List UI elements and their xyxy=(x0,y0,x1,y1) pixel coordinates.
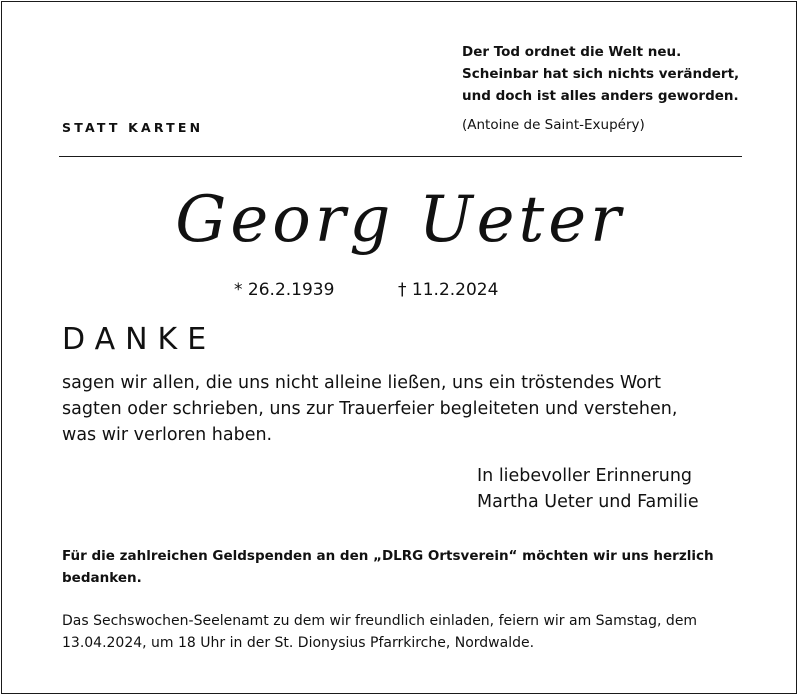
quote-line: und doch ist alles anders geworden. xyxy=(462,88,739,104)
death-date: † 11.2.2024 xyxy=(398,280,499,300)
family-name: Martha Ueter und Familie xyxy=(477,492,699,512)
statt-karten-label: STATT KARTEN xyxy=(62,120,204,135)
quote-line: Scheinbar hat sich nichts verändert, xyxy=(462,66,740,82)
divider xyxy=(59,156,742,157)
mass-announcement: Das Sechswochen-Seelenamt zu dem wir freundlich einladen, feiern wir am Samstag, dem 13.04.2024, um 18 Uhr in der St. Dionysius Pfarrkirche, Nordwalde. xyxy=(62,613,698,651)
thanks-line: sagen wir allen, die uns nicht alleine ließen, uns ein tröstendes Wort xyxy=(62,373,661,393)
quote-line: Der Tod ordnet die Welt neu. xyxy=(462,44,682,60)
donation-note: Für die zahlreichen Geldspenden an den „DLRG Ortsverein“ möchten wir uns herzlich bedanken. xyxy=(62,548,714,586)
thanks-line: sagten oder schrieben, uns zur Trauerfeier begleiteten und verstehen, xyxy=(62,399,678,419)
birth-date: * 26.2.1939 xyxy=(234,280,335,300)
thanks-line: was wir verloren haben. xyxy=(62,425,273,445)
closing-signature xyxy=(477,463,699,515)
quote xyxy=(462,41,739,107)
thanks-heading: DANKE xyxy=(62,322,217,357)
thanks-text xyxy=(62,370,677,448)
closing-line: In liebevoller Erinnerung xyxy=(477,466,693,486)
deceased-name: Georg Ueter xyxy=(175,183,625,257)
quote-author: (Antoine de Saint-Exupéry) xyxy=(462,117,645,133)
